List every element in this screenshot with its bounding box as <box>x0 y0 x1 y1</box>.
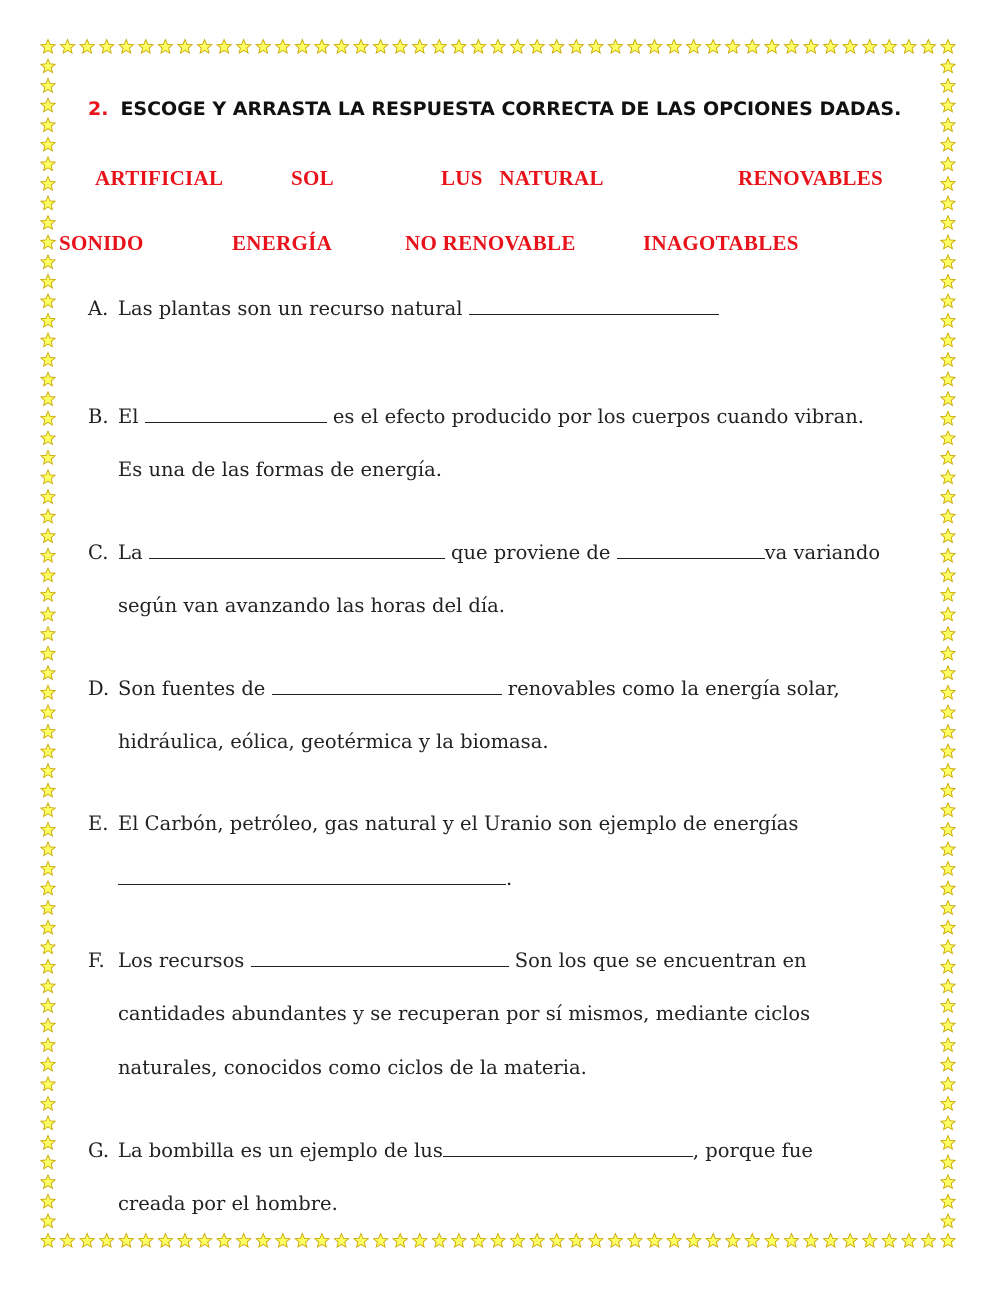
star-icon <box>41 118 55 132</box>
star-icon <box>217 40 231 54</box>
star-icon <box>941 137 955 151</box>
star-icon <box>41 529 55 543</box>
question-text: Son fuentes de <box>118 677 272 700</box>
star-icon <box>41 901 55 915</box>
star-icon <box>510 40 524 54</box>
option-lus-natural[interactable]: LUS NATURAL <box>441 166 604 190</box>
star-icon <box>41 177 55 191</box>
star-icon <box>41 607 55 621</box>
star-icon <box>941 1116 955 1130</box>
star-icon <box>530 40 544 54</box>
star-icon <box>824 40 838 54</box>
star-icon <box>941 411 955 425</box>
star-icon <box>41 59 55 73</box>
star-icon <box>41 1214 55 1228</box>
star-icon <box>941 607 955 621</box>
star-icon <box>647 40 661 54</box>
star-icon <box>41 803 55 817</box>
star-icon <box>41 744 55 758</box>
star-icon <box>941 881 955 895</box>
star-icon <box>941 1077 955 1091</box>
star-icon <box>726 40 740 54</box>
star-icon <box>41 216 55 230</box>
star-icon <box>941 1097 955 1111</box>
star-icon <box>41 1038 55 1052</box>
instruction-text: ESCOGE Y ARRASTA LA RESPUESTA CORRECTA DE LAS OPCIONES DADAS. <box>120 98 902 120</box>
star-icon <box>941 274 955 288</box>
star-icon <box>941 783 955 797</box>
star-icon <box>843 40 857 54</box>
question-text: La bombilla es un ejemplo de lus <box>118 1139 443 1162</box>
star-icon <box>941 216 955 230</box>
star-icon <box>941 862 955 876</box>
question-c <box>88 540 880 648</box>
star-icon <box>941 255 955 269</box>
star-icon <box>941 353 955 367</box>
star-icon <box>863 40 877 54</box>
star-icon <box>41 235 55 249</box>
star-icon <box>941 79 955 93</box>
star-icon <box>941 314 955 328</box>
star-icon <box>276 40 290 54</box>
star-icon <box>941 1175 955 1189</box>
star-icon <box>941 1214 955 1228</box>
star-icon <box>452 40 466 54</box>
question-text: El <box>118 405 145 428</box>
star-icon <box>941 1038 955 1052</box>
question-f <box>88 948 810 1110</box>
option-inagotables[interactable]: INAGOTABLES <box>643 231 799 255</box>
star-icon <box>921 40 935 54</box>
star-icon <box>41 1097 55 1111</box>
star-icon <box>941 98 955 112</box>
question-text: según van avanzando las horas del día. <box>118 594 505 617</box>
star-icon <box>941 960 955 974</box>
star-icon <box>41 1136 55 1150</box>
star-icon <box>41 255 55 269</box>
star-icon <box>41 705 55 719</box>
option-artificial[interactable]: ARTIFICIAL <box>95 166 224 190</box>
star-icon <box>41 666 55 680</box>
star-icon <box>491 40 505 54</box>
question-text: creada por el hombre. <box>118 1192 338 1215</box>
star-icon <box>941 1057 955 1071</box>
star-icon <box>41 881 55 895</box>
question-text: La <box>118 541 149 564</box>
star-icon <box>628 40 642 54</box>
star-icon <box>941 979 955 993</box>
star-icon <box>941 157 955 171</box>
star-icon <box>80 40 94 54</box>
star-icon <box>941 823 955 837</box>
option-sol[interactable]: SOL <box>291 166 334 190</box>
star-icon <box>41 764 55 778</box>
star-icon <box>295 40 309 54</box>
star-icon <box>334 40 348 54</box>
question-text: Es una de las formas de energía. <box>118 458 442 481</box>
star-icon <box>941 646 955 660</box>
star-icon <box>941 685 955 699</box>
star-icon <box>178 40 192 54</box>
star-icon <box>256 40 270 54</box>
star-icon <box>941 333 955 347</box>
star-icon <box>941 1155 955 1169</box>
star-icon <box>41 274 55 288</box>
option-renovables[interactable]: RENOVABLES <box>738 166 883 190</box>
star-icon <box>902 40 916 54</box>
answer-blank[interactable] <box>118 866 506 885</box>
star-icon <box>41 568 55 582</box>
option-sonido[interactable]: SONIDO <box>59 231 144 255</box>
star-icon <box>41 470 55 484</box>
star-icon <box>941 235 955 249</box>
star-icon <box>41 314 55 328</box>
star-icon <box>41 627 55 641</box>
star-icon <box>41 392 55 406</box>
star-icon <box>941 196 955 210</box>
star-icon <box>41 725 55 739</box>
star-icon <box>863 1234 877 1248</box>
star-icon <box>824 1234 838 1248</box>
question-text: va variando <box>764 541 881 564</box>
star-icon <box>41 40 55 54</box>
question-d <box>88 676 840 784</box>
star-icon <box>941 1018 955 1032</box>
question-g <box>88 1138 813 1246</box>
star-icon <box>941 764 955 778</box>
question-text: , porque fue <box>692 1139 813 1162</box>
question-text: . <box>506 867 513 890</box>
star-icon <box>41 333 55 347</box>
question-text: Son los que se encuentran en <box>508 949 807 972</box>
star-icon <box>941 803 955 817</box>
question-text: naturales, conocidos como ciclos de la materia. <box>118 1056 587 1079</box>
star-icon <box>941 920 955 934</box>
star-icon <box>941 40 955 54</box>
star-icon <box>41 940 55 954</box>
star-icon <box>41 157 55 171</box>
star-icon <box>706 40 720 54</box>
star-icon <box>550 40 564 54</box>
question-number: 2. <box>88 98 109 120</box>
star-icon <box>941 470 955 484</box>
question-letter: D. <box>88 677 110 700</box>
star-icon <box>374 40 388 54</box>
instruction-heading <box>88 98 901 120</box>
star-icon <box>941 744 955 758</box>
star-icon <box>41 1175 55 1189</box>
star-icon <box>41 98 55 112</box>
star-icon <box>667 40 681 54</box>
star-icon <box>941 901 955 915</box>
star-icon <box>941 118 955 132</box>
star-icon <box>41 451 55 465</box>
answer-blank[interactable] <box>145 404 327 423</box>
answer-blank[interactable] <box>272 676 502 695</box>
star-icon <box>315 40 329 54</box>
star-icon <box>119 40 133 54</box>
star-icon <box>41 920 55 934</box>
star-icon <box>41 353 55 367</box>
question-letter: C. <box>88 541 109 564</box>
star-icon <box>569 40 583 54</box>
question-letter: B. <box>88 405 109 428</box>
star-icon <box>41 685 55 699</box>
question-a <box>88 296 719 350</box>
question-text: cantidades abundantes y se recuperan por sí mismos, mediante ciclos <box>118 1002 811 1025</box>
star-icon <box>41 1116 55 1130</box>
star-icon <box>941 940 955 954</box>
question-b <box>88 404 864 512</box>
question-letter: G. <box>88 1139 110 1162</box>
star-icon <box>41 196 55 210</box>
option-no-renovable[interactable]: NO RENOVABLE <box>405 231 576 255</box>
star-icon <box>41 509 55 523</box>
star-icon <box>354 40 368 54</box>
star-icon <box>41 646 55 660</box>
star-icon <box>941 1136 955 1150</box>
star-icon <box>843 1234 857 1248</box>
star-icon <box>139 40 153 54</box>
star-icon <box>41 1234 55 1248</box>
star-icon <box>197 40 211 54</box>
star-icon <box>60 1234 74 1248</box>
star-icon <box>41 372 55 386</box>
star-icon <box>41 999 55 1013</box>
question-e <box>88 812 798 920</box>
star-icon <box>941 59 955 73</box>
star-icon <box>589 40 603 54</box>
star-icon <box>41 294 55 308</box>
star-icon <box>941 490 955 504</box>
star-icon <box>41 783 55 797</box>
star-icon <box>804 40 818 54</box>
star-icon <box>237 40 251 54</box>
star-icon <box>882 1234 896 1248</box>
star-icon <box>41 490 55 504</box>
star-icon <box>941 177 955 191</box>
star-icon <box>745 40 759 54</box>
star-icon <box>687 40 701 54</box>
star-icon <box>941 372 955 386</box>
star-icon <box>413 40 427 54</box>
star-icon <box>41 431 55 445</box>
star-icon <box>41 979 55 993</box>
answer-blank[interactable] <box>251 948 509 967</box>
question-text: es el efecto producido por los cuerpos cuando vibran. <box>326 405 864 428</box>
star-icon <box>941 509 955 523</box>
star-icon <box>941 666 955 680</box>
star-icon <box>941 568 955 582</box>
star-icon <box>393 40 407 54</box>
star-icon <box>941 431 955 445</box>
star-icon <box>41 842 55 856</box>
question-text: El Carbón, petróleo, gas natural y el Uranio son ejemplo de energías <box>118 812 799 835</box>
star-icon <box>941 548 955 562</box>
star-icon <box>41 1057 55 1071</box>
star-icon <box>941 1194 955 1208</box>
star-icon <box>941 842 955 856</box>
star-icon <box>608 40 622 54</box>
star-icon <box>941 705 955 719</box>
star-icon <box>921 1234 935 1248</box>
answer-blank[interactable] <box>617 540 765 559</box>
star-icon <box>41 411 55 425</box>
star-icon <box>100 40 114 54</box>
question-text: Las plantas son un recurso natural <box>118 297 469 320</box>
answer-blank[interactable] <box>149 540 445 559</box>
question-letter: A. <box>88 297 109 320</box>
question-letter: F. <box>88 949 105 972</box>
question-text: Los recursos <box>118 949 251 972</box>
star-icon <box>941 392 955 406</box>
answer-blank[interactable] <box>469 296 719 315</box>
star-icon <box>765 40 779 54</box>
star-icon <box>41 1194 55 1208</box>
star-icon <box>882 40 896 54</box>
star-icon <box>941 725 955 739</box>
star-icon <box>941 627 955 641</box>
star-icon <box>41 588 55 602</box>
star-icon <box>432 40 446 54</box>
star-icon <box>41 79 55 93</box>
star-icon <box>941 294 955 308</box>
question-text: que proviene de <box>444 541 617 564</box>
star-icon <box>902 1234 916 1248</box>
star-icon <box>941 451 955 465</box>
star-icon <box>41 548 55 562</box>
star-icon <box>941 529 955 543</box>
star-icon <box>784 40 798 54</box>
star-icon <box>941 1234 955 1248</box>
star-icon <box>41 1018 55 1032</box>
question-text: hidráulica, eólica, geotérmica y la biomasa. <box>118 730 549 753</box>
star-icon <box>158 40 172 54</box>
option-energia[interactable]: ENERGÍA <box>232 231 333 255</box>
star-icon <box>41 1155 55 1169</box>
star-icon <box>941 588 955 602</box>
question-letter: E. <box>88 812 109 835</box>
star-icon <box>41 823 55 837</box>
star-icon <box>60 40 74 54</box>
question-text: renovables como la energía solar, <box>501 677 840 700</box>
answer-blank[interactable] <box>443 1138 693 1157</box>
star-icon <box>941 999 955 1013</box>
star-icon <box>471 40 485 54</box>
star-icon <box>41 137 55 151</box>
star-icon <box>41 862 55 876</box>
star-icon <box>41 1077 55 1091</box>
star-icon <box>41 960 55 974</box>
